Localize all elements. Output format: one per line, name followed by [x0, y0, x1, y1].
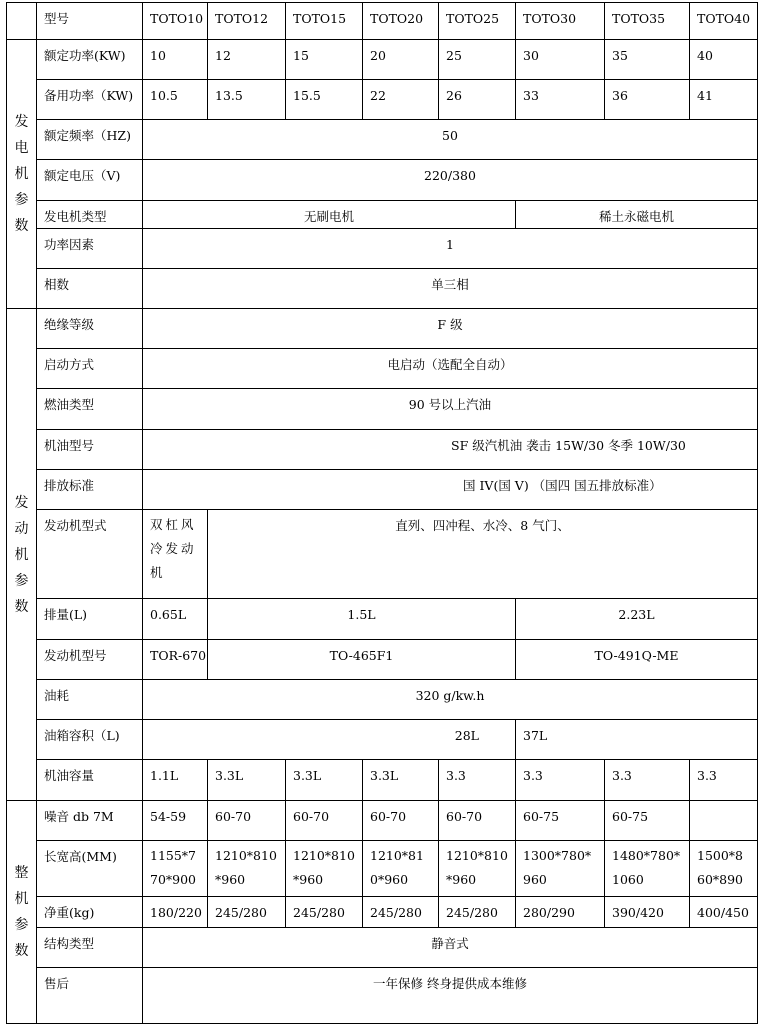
cell-value: 220/380 [143, 160, 758, 201]
row-label: 排量(L) [37, 599, 143, 640]
cell-value: 60-75 [516, 801, 605, 841]
row-label: 长宽高(MM) [37, 841, 143, 897]
cell-value: 60-75 [605, 801, 690, 841]
cell-value: 3.3 [439, 760, 516, 801]
table-row [7, 389, 758, 430]
header-label: 型号 [37, 3, 143, 40]
row-label: 噪音 db 7M [37, 801, 143, 841]
cell-value: TO-491Q-ME [516, 640, 758, 680]
header-row [7, 3, 758, 40]
cell-value: 1210*810*960 [439, 841, 516, 897]
table-row [7, 40, 758, 80]
row-label: 净重(kg) [37, 897, 143, 928]
cell-value: 1500*860*890 [690, 841, 758, 897]
table-row [7, 160, 758, 201]
table-row [7, 309, 758, 349]
cell-value: 15 [286, 40, 363, 80]
cell-value: 稀土永磁电机 [516, 201, 758, 229]
table-row [7, 720, 758, 760]
cell-value: 1300*780*960 [516, 841, 605, 897]
model-name: TOTO12 [208, 3, 286, 40]
row-label: 售后 [37, 968, 143, 1024]
cell-value: 30 [516, 40, 605, 80]
cell-value: 12 [208, 40, 286, 80]
cell-value: 390/420 [605, 897, 690, 928]
cell-value: 28L [143, 720, 516, 760]
table-row [7, 349, 758, 389]
cell-value: 10.5 [143, 80, 208, 120]
table-row [7, 120, 758, 160]
cell-value: 400/450 [690, 897, 758, 928]
cell-value: 26 [439, 80, 516, 120]
model-name: TOTO40 [690, 3, 758, 40]
cell-value: 320 g/kw.h [143, 680, 758, 720]
cell-value: 245/280 [363, 897, 439, 928]
cell-value: 1.1L [143, 760, 208, 801]
cell-value: 180/220 [143, 897, 208, 928]
group-generator: 发电机参数 [7, 40, 37, 309]
cell-value: 1 [143, 229, 758, 269]
cell-value: 1155*770*900 [143, 841, 208, 897]
cell-value: 60-70 [363, 801, 439, 841]
row-label: 额定功率(KW) [37, 40, 143, 80]
table-row [7, 201, 758, 229]
row-label: 绝缘等级 [37, 309, 143, 349]
table-row [7, 841, 758, 897]
cell-value: 280/290 [516, 897, 605, 928]
cell-value: 1480*780*1060 [605, 841, 690, 897]
cell-value: 41 [690, 80, 758, 120]
cell-value: F 级 [143, 309, 758, 349]
cell-value: 1.5L [208, 599, 516, 640]
model-name: TOTO25 [439, 3, 516, 40]
cell-value: 20 [363, 40, 439, 80]
cell-value: 1210*810*960 [208, 841, 286, 897]
cell-value: 25 [439, 40, 516, 80]
cell-value: 60-70 [286, 801, 363, 841]
table-row [7, 801, 758, 841]
table-row [7, 760, 758, 801]
row-label: 油耗 [37, 680, 143, 720]
spec-table [6, 2, 758, 1024]
cell-value: SF 级汽机油 袭击 15W/30 冬季 10W/30 [143, 430, 758, 470]
table-row [7, 640, 758, 680]
cell-value: 35 [605, 40, 690, 80]
cell-value: 3.3 [516, 760, 605, 801]
table-row [7, 928, 758, 968]
row-label: 油箱容积（L) [37, 720, 143, 760]
row-label: 功率因素 [37, 229, 143, 269]
row-label: 排放标准 [37, 470, 143, 510]
cell-value: 245/280 [286, 897, 363, 928]
cell-value: 22 [363, 80, 439, 120]
cell-value: 1210*810*960 [363, 841, 439, 897]
table-row [7, 510, 758, 599]
table-row [7, 229, 758, 269]
cell-value: 50 [143, 120, 758, 160]
cell-value: 3.3L [363, 760, 439, 801]
row-label: 启动方式 [37, 349, 143, 389]
row-label: 结构类型 [37, 928, 143, 968]
cell-value: 36 [605, 80, 690, 120]
cell-value: 2.23L [516, 599, 758, 640]
cell-value: 双杠风冷发动机 [143, 510, 208, 599]
table-row [7, 968, 758, 1024]
cell-value: 国 IV(国 V) （国四 国五排放标准） [143, 470, 758, 510]
cell-value: TOR-670 [143, 640, 208, 680]
cell-value: 3.3 [690, 760, 758, 801]
cell-value: 245/280 [439, 897, 516, 928]
cell-value: 15.5 [286, 80, 363, 120]
row-label: 额定频率（HZ) [37, 120, 143, 160]
cell-value: 1210*810*960 [286, 841, 363, 897]
cell-value: 0.65L [143, 599, 208, 640]
row-label: 机油型号 [37, 430, 143, 470]
row-label: 发电机类型 [37, 201, 143, 229]
table-row [7, 80, 758, 120]
model-name: TOTO20 [363, 3, 439, 40]
row-label: 额定电压（V) [37, 160, 143, 201]
group-engine: 发动机参数 [7, 309, 37, 801]
table-row [7, 430, 758, 470]
table-row [7, 897, 758, 928]
table-row [7, 470, 758, 510]
row-label: 发动机型式 [37, 510, 143, 599]
header-empty-cell [7, 3, 37, 40]
row-label: 备用功率（KW) [37, 80, 143, 120]
row-label: 燃油类型 [37, 389, 143, 430]
cell-value: 3.3 [605, 760, 690, 801]
model-name: TOTO15 [286, 3, 363, 40]
cell-value: 60-70 [439, 801, 516, 841]
model-name: TOTO10 [143, 3, 208, 40]
cell-value: 电启动（选配全自动） [143, 349, 758, 389]
cell-value: 245/280 [208, 897, 286, 928]
row-label: 机油容量 [37, 760, 143, 801]
cell-value: 直列、四冲程、水冷、8 气门、 [208, 510, 758, 599]
row-label: 相数 [37, 269, 143, 309]
cell-value: 54-59 [143, 801, 208, 841]
model-name: TOTO35 [605, 3, 690, 40]
cell-value: 3.3L [208, 760, 286, 801]
cell-value: 60-70 [208, 801, 286, 841]
row-label: 发动机型号 [37, 640, 143, 680]
cell-value: 33 [516, 80, 605, 120]
cell-value: 90 号以上汽油 [143, 389, 758, 430]
table-row [7, 599, 758, 640]
table-row [7, 680, 758, 720]
table-row [7, 269, 758, 309]
cell-value: 静音式 [143, 928, 758, 968]
model-name: TOTO30 [516, 3, 605, 40]
cell-value: 10 [143, 40, 208, 80]
cell-value: 37L [516, 720, 758, 760]
cell-value: TO-465F1 [208, 640, 516, 680]
cell-value: 无刷电机 [143, 201, 516, 229]
group-unit: 整机参数 [7, 801, 37, 1024]
cell-value: 单三相 [143, 269, 758, 309]
cell-value: 13.5 [208, 80, 286, 120]
cell-value: 一年保修 终身提供成本维修 [143, 968, 758, 1024]
cell-value: 40 [690, 40, 758, 80]
cell-value: 3.3L [286, 760, 363, 801]
cell-value [690, 801, 758, 841]
